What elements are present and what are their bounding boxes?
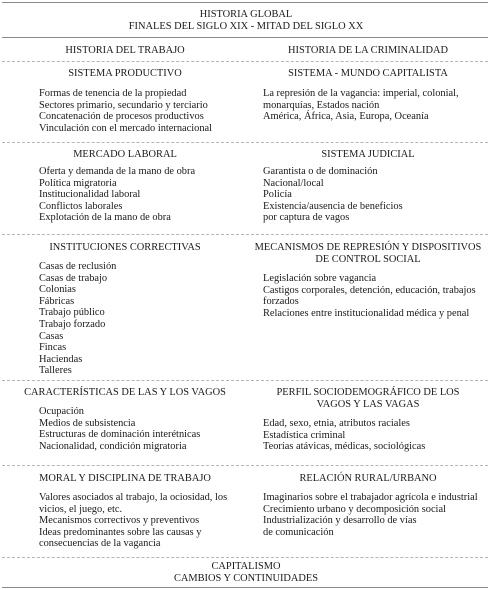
- list-item: vicios, el juego, etc.: [39, 503, 123, 515]
- item-list: [263, 418, 485, 453]
- list-item: Medios de subsistencia: [39, 417, 136, 429]
- section-title-sistema-judicial: SISTEMA JUDICIAL: [321, 149, 415, 160]
- footer-subtitle: CAMBIOS Y CONTINUIDADES: [173, 573, 319, 584]
- item-list: [263, 88, 485, 123]
- list-item: Fábricas: [39, 295, 75, 307]
- column-rule: [2, 61, 488, 62]
- list-item: Garantista o de dominación: [263, 166, 378, 177]
- header-rule: [2, 37, 488, 38]
- item-list: [263, 273, 485, 319]
- section-rule: [2, 465, 488, 466]
- list-item: Valores asociados al trabajo, la ociosidad, los: [39, 492, 228, 503]
- section-title-instituciones: INSTITUCIONES CORRECTIVAS: [49, 242, 201, 253]
- list-item: Explotación de la mano de obra: [39, 212, 171, 224]
- list-item: Concatenación de procesos productivos: [39, 111, 204, 123]
- section-title-sistema-mundo: SISTEMA - MUNDO CAPITALISTA: [288, 68, 448, 79]
- section-title-mercado-laboral: MERCADO LABORAL: [73, 149, 177, 160]
- bottom-rule: [2, 587, 488, 588]
- footer-title: CAPITALISMO: [211, 561, 281, 572]
- list-item: forzados: [263, 296, 299, 308]
- list-item: Vinculación con el mercado internacional: [39, 122, 213, 134]
- list-item: Industrialización y desarrollo de vías: [263, 515, 417, 527]
- item-list: [263, 166, 485, 224]
- list-item: Institucionalidad laboral: [39, 189, 141, 201]
- list-item: Formas de tenencia de la propiedad: [39, 88, 187, 99]
- column-title-right: HISTORIA DE LA CRIMINALIDAD: [288, 45, 448, 56]
- section-title-perfil: PERFIL SOCIODEMOGRÁFICO DE LOS: [276, 387, 460, 398]
- list-item: Legislación sobre vagancia: [263, 273, 377, 284]
- header-subtitle: FINALES DEL SIGLO XIX - MITAD DEL SIGLO XX: [128, 21, 364, 32]
- column-title-left: HISTORIA DEL TRABAJO: [65, 45, 185, 56]
- list-item: Castigos corporales, detención, educación, trabajos: [263, 284, 476, 296]
- section-title-sistema-productivo: SISTEMA PRODUCTIVO: [68, 68, 182, 79]
- item-list: [39, 406, 244, 452]
- section-title-caracteristicas: CARACTERÍSTICAS DE LAS Y LOS VAGOS: [24, 387, 226, 398]
- item-list: [39, 492, 244, 550]
- list-item: Edad, sexo, etnia, atributos raciales: [263, 418, 410, 429]
- section-subtitle-perfil: VAGOS Y LAS VAGAS: [316, 399, 420, 410]
- list-item: Teorías atávicas, médicas, sociológicas: [263, 441, 426, 453]
- list-item: Relaciones entre institucionalidad médica y penal: [263, 307, 470, 319]
- list-item: Estadística criminal: [263, 429, 346, 441]
- list-item: Nacionalidad, condición migratoria: [39, 440, 187, 452]
- list-item: La represión de la vagancia: imperial, colonial,: [263, 88, 459, 99]
- list-item: Estructuras de dominación interétnicas: [39, 429, 201, 441]
- list-item: Trabajo público: [39, 307, 105, 319]
- item-list: [39, 261, 244, 377]
- list-item: América, África, Asia, Europa, Oceanía: [263, 111, 429, 123]
- section-title-rural-urbano: RELACIÓN RURAL/URBANO: [299, 473, 437, 484]
- list-item: Imaginarios sobre el trabajador agrícola e industrial: [263, 492, 478, 503]
- list-item: Oferta y demanda de la mano de obra: [39, 166, 196, 177]
- section-subtitle-mecanismos: DE CONTROL SOCIAL: [315, 254, 421, 265]
- list-item: Trabajo forzado: [39, 318, 106, 330]
- list-item: Política migratoria: [39, 177, 117, 189]
- item-list: [39, 166, 244, 224]
- section-rule: [2, 234, 488, 235]
- section-title-mecanismos: MECANISMOS DE REPRESIÓN Y DISPOSITIVOS: [254, 242, 482, 253]
- top-rule: [2, 2, 488, 3]
- list-item: Nacional/local: [263, 177, 324, 189]
- list-item: monarquías, Estados nación: [263, 99, 380, 111]
- list-item: Existencia/ausencia de beneficios: [263, 200, 403, 212]
- section-rule: [2, 380, 488, 381]
- list-item: Casas de trabajo: [39, 272, 108, 284]
- list-item: Casas: [39, 330, 64, 342]
- list-item: Talleres: [39, 365, 72, 377]
- list-item: Ideas predominantes sobre las causas y: [39, 526, 202, 538]
- list-item: Sectores primario, secundario y terciario: [39, 99, 208, 111]
- list-item: por captura de vagos: [263, 212, 350, 224]
- item-list: [263, 492, 485, 538]
- list-item: Haciendas: [39, 353, 83, 365]
- list-item: Casas de reclusión: [39, 261, 117, 272]
- list-item: Policía: [263, 189, 292, 201]
- list-item: Conflictos laborales: [39, 200, 123, 212]
- section-rule: [2, 557, 488, 558]
- list-item: Fincas: [39, 342, 67, 354]
- list-item: Mecanismos correctivos y preventivos: [39, 515, 200, 527]
- list-item: consecuencias de la vagancia: [39, 538, 161, 550]
- item-list: [39, 88, 244, 134]
- section-title-moral: MORAL Y DISCIPLINA DE TRABAJO: [39, 473, 211, 484]
- list-item: Ocupación: [39, 406, 85, 417]
- list-item: Colonias: [39, 284, 76, 296]
- list-item: de comunicación: [263, 526, 334, 538]
- list-item: Crecimiento urbano y decomposición social: [263, 503, 446, 515]
- section-rule: [2, 142, 488, 143]
- header-title: HISTORIA GLOBAL: [199, 9, 293, 20]
